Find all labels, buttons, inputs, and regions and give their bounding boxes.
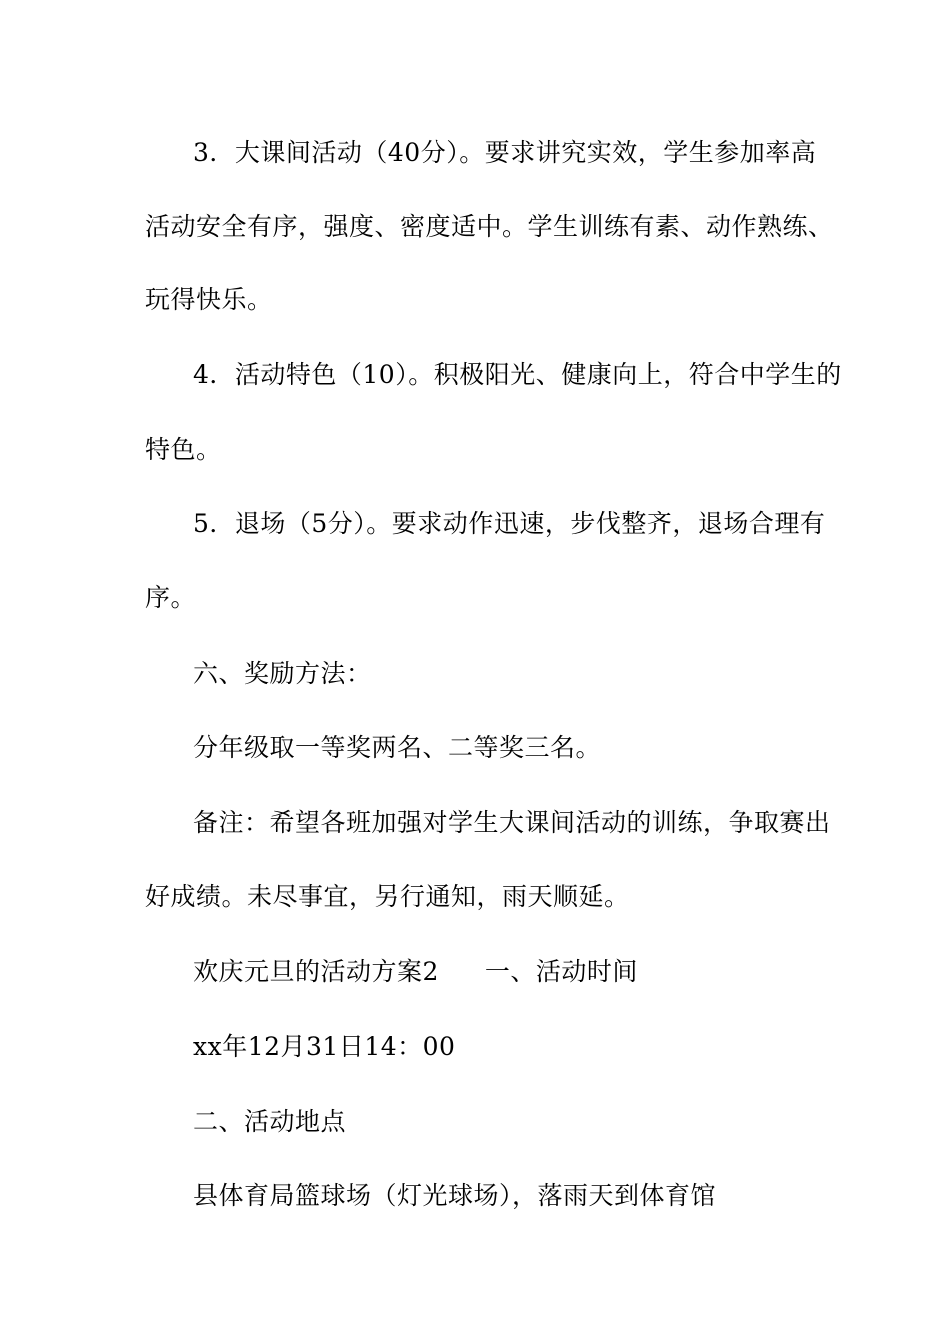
paragraph-line: 3．大课间活动（40分）。要求讲究实效，学生参加率高 (193, 138, 817, 167)
section-heading: 一、活动时间 (484, 957, 638, 986)
paragraph-line: 好成绩。未尽事宜，另行通知，雨天顺延。 (145, 882, 630, 911)
paragraph-line: 备注：希望各班加强对学生大课间活动的训练，争取赛出 (193, 808, 831, 837)
paragraph-line: 分年级取一等奖两名、二等奖三名。 (193, 733, 602, 762)
paragraph-line: 玩得快乐。 (145, 285, 273, 314)
paragraph-line: 特色。 (145, 435, 222, 464)
paragraph-line: 县体育局篮球场（灯光球场），落雨天到体育馆 (193, 1181, 717, 1210)
paragraph-line: 序。 (145, 583, 197, 612)
paragraph-line: xx年12月31日14：00 (193, 1032, 456, 1061)
paragraph-line: 5．退场（5分）。要求动作迅速，步伐整齐，退场合理有 (193, 509, 826, 538)
section-heading-line (193, 956, 638, 988)
document-title: 欢庆元旦的活动方案2 (193, 957, 439, 986)
paragraph-line: 4．活动特色（10）。积极阳光、健康向上，符合中学生的 (193, 360, 842, 389)
section-heading: 二、活动地点 (193, 1107, 347, 1136)
section-heading: 六、奖励方法： (193, 659, 372, 688)
paragraph-line: 活动安全有序，强度、密度适中。学生训练有素、动作熟练、 (145, 212, 834, 241)
